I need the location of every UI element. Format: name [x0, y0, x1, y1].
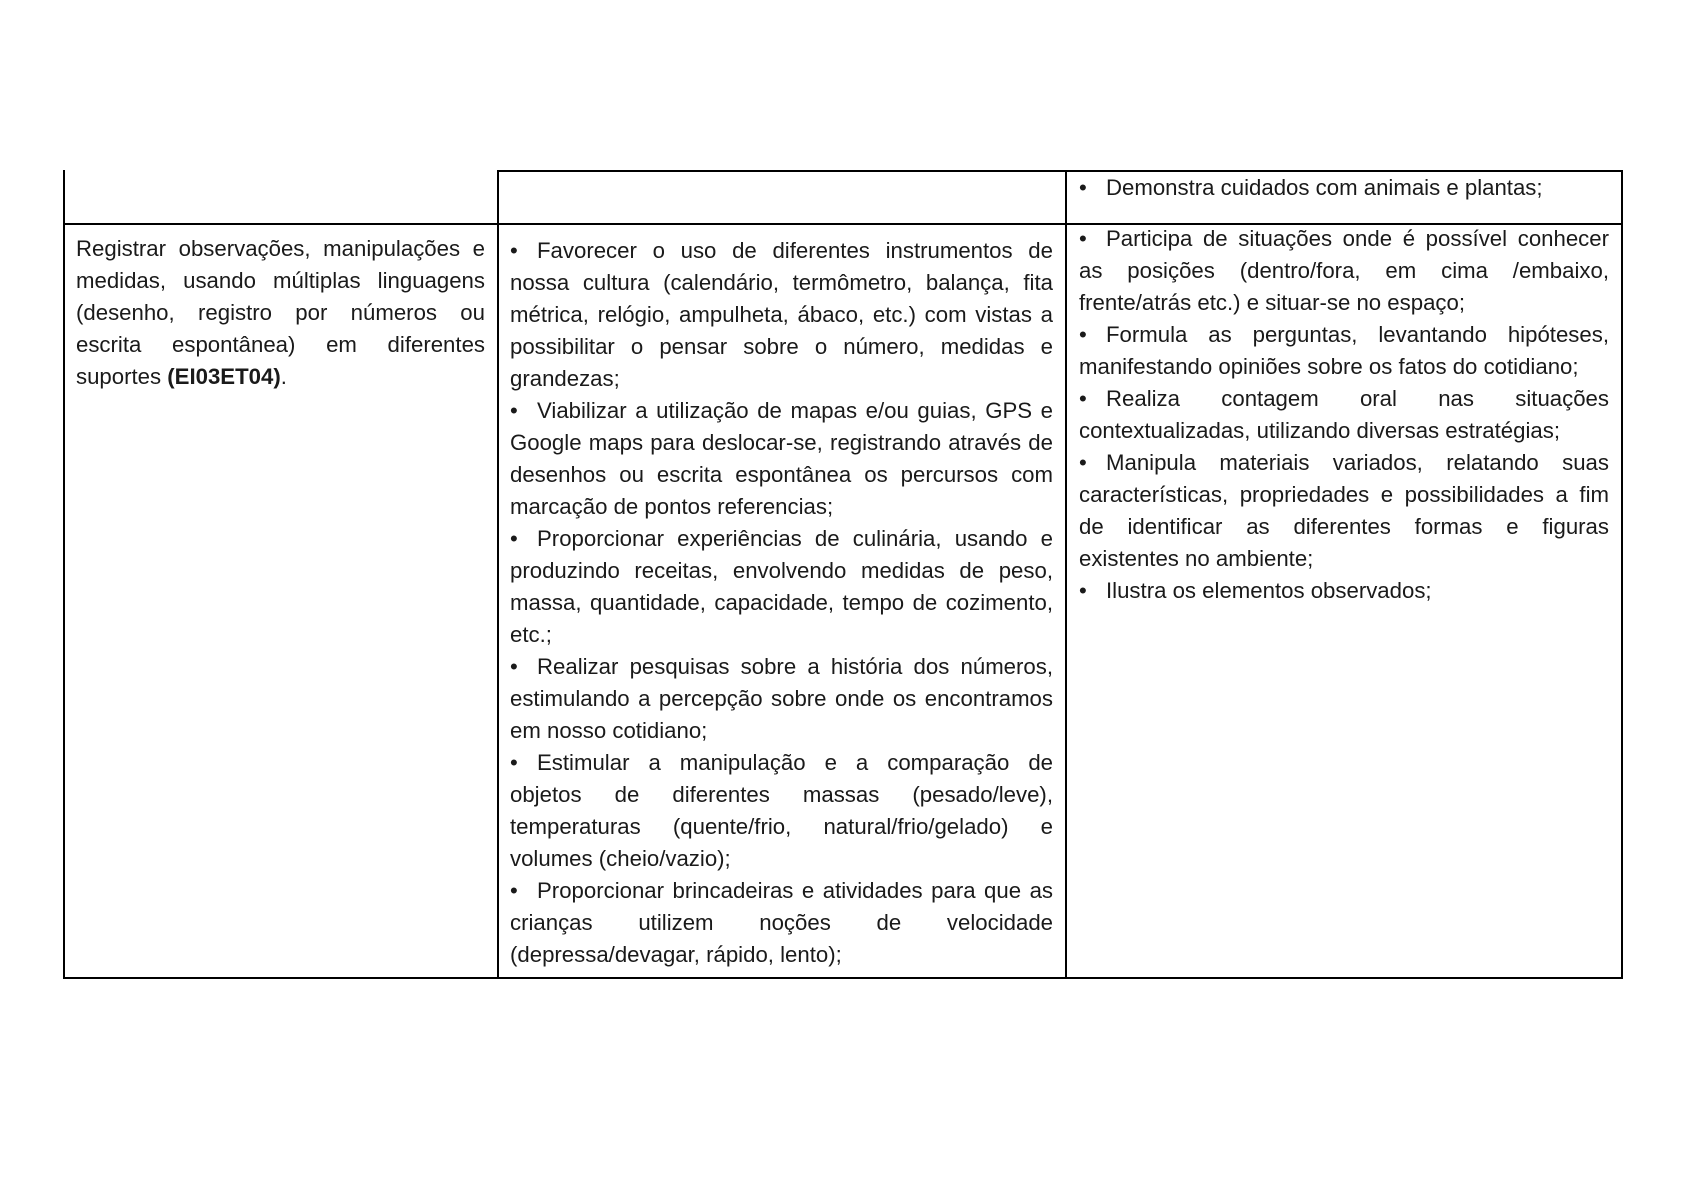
evaluation-item: • Participa de situações onde é possível conhecer as posições (dentro/fora, em cima /embaixo, frente/atrás etc.) e situar-se no espaço;	[1079, 223, 1609, 319]
bullet-icon: •	[1079, 322, 1087, 347]
strategy-item: • Favorecer o uso de diferentes instrumentos de nossa cultura (calendário, termômetro, balança, fita métrica, relógio, ampulheta, ábaco, etc.) com vistas a possibilitar o pensar sobre o número, medidas e grandezas;	[510, 235, 1053, 395]
bullet-icon: •	[510, 750, 518, 775]
evaluation-item: • Realiza contagem oral nas situações contextualizadas, utilizando diversas estratégias;	[1079, 383, 1609, 447]
strategy-item: • Proporcionar experiências de culinária, usando e produzindo receitas, envolvendo medidas de peso, massa, quantidade, capacidade, tempo de cozimento, etc.;	[510, 523, 1053, 651]
strategy-item: • Realizar pesquisas sobre a história dos números, estimulando a percepção sobre onde os encontramos em nosso cotidiano;	[510, 651, 1053, 747]
bullet-icon: •	[510, 878, 518, 903]
objective-cell	[76, 233, 485, 393]
objective-text: Registrar observações, manipulações e medidas, usando múltiplas linguagens (desenho, registro por números ou escrita espontânea) em diferentes suportes (EI03ET04).	[76, 236, 485, 389]
bullet-icon: •	[1079, 226, 1087, 251]
evaluation-cell	[1079, 223, 1609, 607]
strategy-item: • Estimular a manipulação e a comparação de objetos de diferentes massas (pesado/leve), temperaturas (quente/frio, natural/frio/gelado) e volumes (cheio/vazio);	[510, 747, 1053, 875]
bullet-icon: •	[1079, 450, 1087, 475]
evaluation-item: • Manipula materiais variados, relatando suas características, propriedades e possibilidades a fim de identificar as diferentes formas e figuras existentes no ambiente;	[1079, 447, 1609, 575]
border-col1-col2	[497, 170, 499, 979]
bullet-icon: •	[510, 654, 518, 679]
bullet-icon: •	[1079, 386, 1087, 411]
border-left	[63, 170, 65, 979]
bullet-icon: •	[1079, 578, 1087, 603]
bullet-icon: •	[510, 238, 518, 263]
evaluation-item: • Ilustra os elementos observados;	[1079, 575, 1609, 607]
bullet-icon: •	[510, 398, 518, 423]
top-row-evaluation-cell	[1079, 172, 1609, 204]
border-col2-col3	[1065, 170, 1067, 979]
bullet-icon: •	[510, 526, 518, 551]
objective-code: (EI03ET04)	[167, 364, 281, 389]
border-bottom	[63, 977, 1622, 979]
bullet-icon: •	[1079, 175, 1087, 200]
strategy-item: • Viabilizar a utilização de mapas e/ou guias, GPS e Google maps para deslocar-se, registrando através de desenhos ou escrita espontânea os percursos com marcação de pontos referencias;	[510, 395, 1053, 523]
border-right	[1621, 170, 1623, 979]
evaluation-item: • Demonstra cuidados com animais e plantas;	[1079, 172, 1609, 204]
strategies-cell	[510, 235, 1053, 971]
strategy-item: • Proporcionar brincadeiras e atividades para que as crianças utilizem noções de velocidade (depressa/devagar, rápido, lento);	[510, 875, 1053, 971]
evaluation-item: • Formula as perguntas, levantando hipóteses, manifestando opiniões sobre os fatos do cotidiano;	[1079, 319, 1609, 383]
